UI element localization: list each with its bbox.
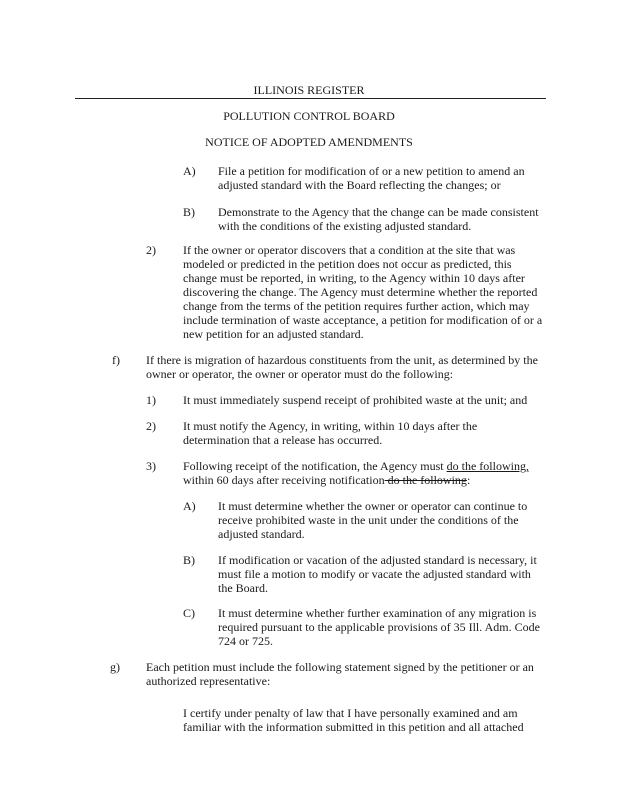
item-f3c-label: C) (183, 606, 195, 620)
item-f3-label: 3) (146, 459, 156, 473)
item-a-label: A) (183, 164, 196, 178)
item-f1-text: It must immediately suspend receipt of prohibited waste at the unit; and (183, 393, 528, 407)
item-f3-text (183, 459, 543, 487)
board-title: POLLUTION CONTROL BOARD (223, 109, 395, 123)
item-f2-text: It must notify the Agency, in writing, within 10 days after the determination that a release has occurred. (183, 419, 478, 447)
item-f3c-text: It must determine whether further examination of any migration is required pursuant to the applicable provisions of 35 Ill. Adm. Code 724 or 725. (218, 606, 540, 648)
item-b-text: Demonstrate to the Agency that the change can be made consistent with the conditions of the existing adjusted standard. (218, 205, 539, 233)
item-f3b-text: If modification or vacation of the adjusted standard is necessary, it must file a motion to modify or vacate the adjusted standard with the Board. (218, 553, 537, 595)
item-2-label: 2) (146, 243, 156, 257)
item-f3a-text: It must determine whether the owner or operator can continue to receive prohibited waste in the unit under the conditions of the adjusted standard. (218, 499, 528, 541)
item-f3-deleted-text: do the following (384, 473, 467, 487)
item-b-label: B) (183, 205, 195, 219)
item-f2-label: 2) (146, 419, 156, 433)
item-f3-pre: Following receipt of the notification, the Agency must (183, 459, 447, 473)
certification-text: I certify under penalty of law that I have personally examined and am familiar with the information submitted in this petition and all attached (183, 706, 524, 734)
item-f-label: f) (112, 353, 120, 367)
item-g-text: Each petition must include the following statement signed by the petitioner or an authorized representative: (146, 660, 534, 688)
item-f3a-label: A) (183, 499, 196, 513)
item-a-text: File a petition for modification of or a new petition to amend an adjusted standard with the Board reflecting the changes; or (218, 164, 525, 192)
item-f1-label: 1) (146, 393, 156, 407)
notice-title: NOTICE OF ADOPTED AMENDMENTS (205, 135, 413, 149)
item-f-text: If there is migration of hazardous constituents from the unit, as determined by the owner or operator, the owner or operator must do the following: (146, 353, 538, 381)
register-title: ILLINOIS REGISTER (253, 83, 365, 97)
item-f3b-label: B) (183, 553, 195, 567)
item-2-text: If the owner or operator discovers that a condition at the site that was modeled or predicted in the petition does not occur as predicted, this change must be reported, in writing, to the Agency within 10 days after discovering the change. The Agency must determine whether the reported change from the terms of the petition requires further action, which may include termination of waste acceptance, a petition for modification of or a new petition for an adjusted standard. (183, 243, 543, 341)
item-g-label: g) (110, 660, 120, 674)
item-f3-post: : (466, 473, 471, 487)
item-f3-added-text: do the following, (446, 459, 529, 473)
header-rule (75, 98, 546, 99)
item-f3-mid: within 60 days after receiving notification (183, 473, 385, 487)
